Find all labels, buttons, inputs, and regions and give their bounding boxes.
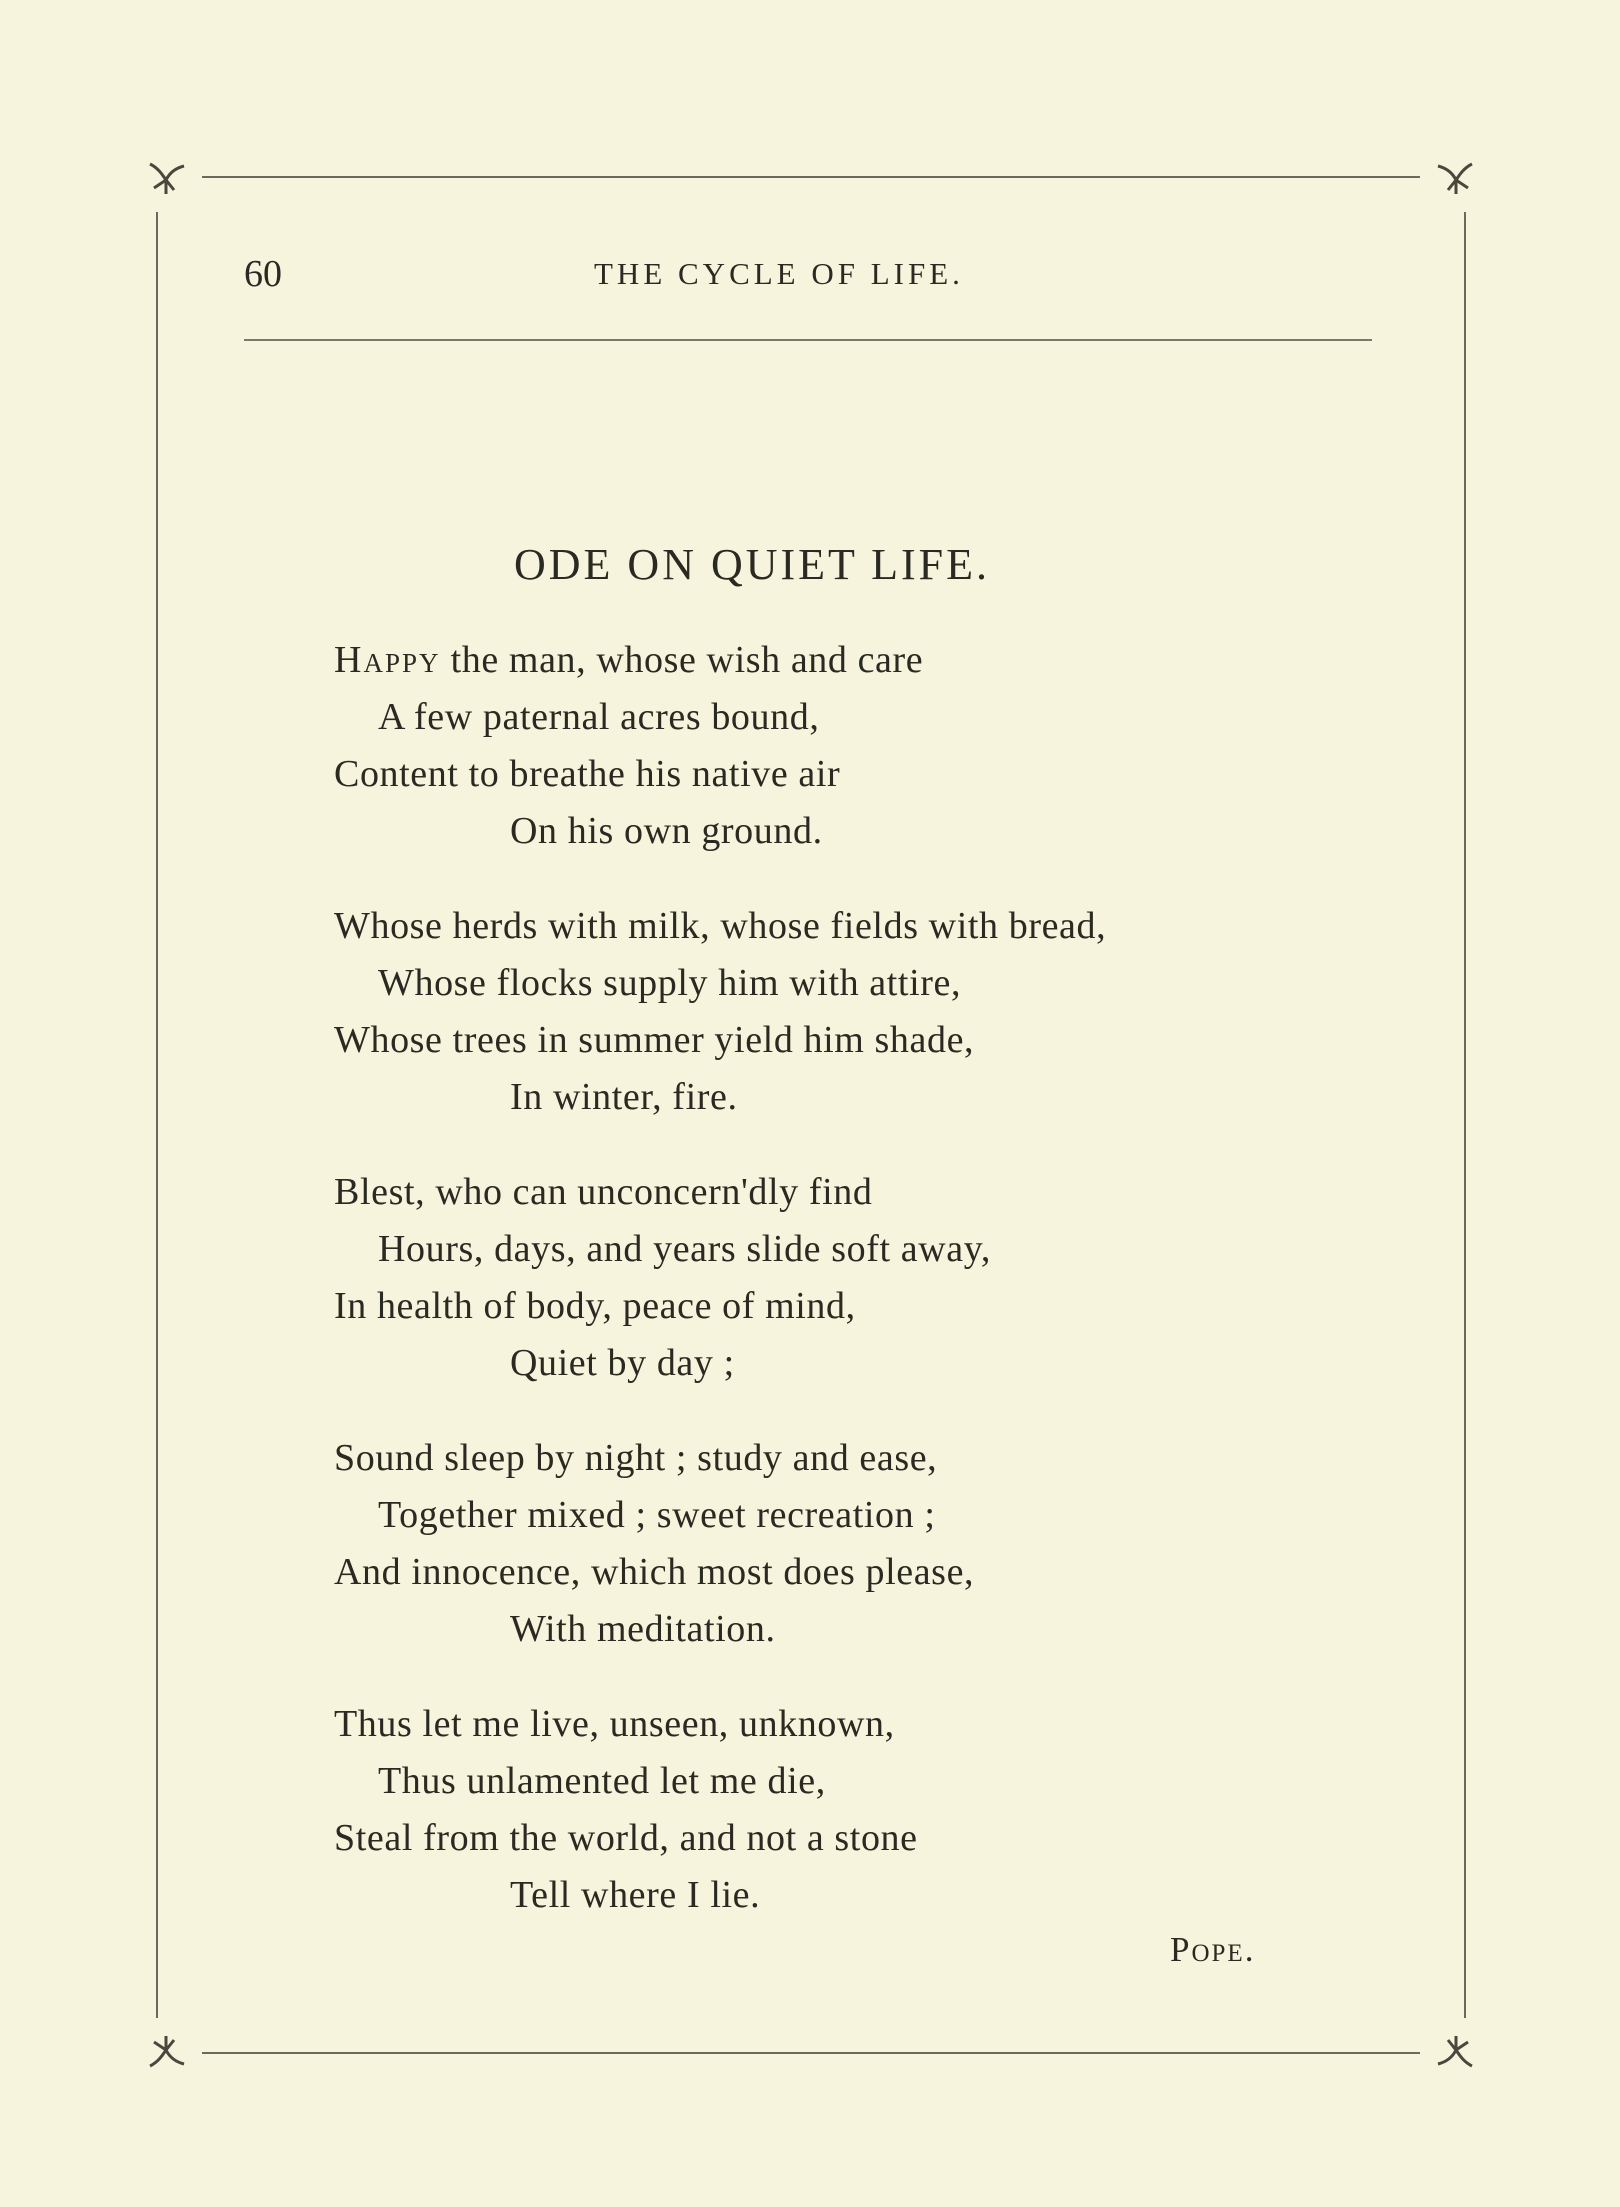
corner-ornament-icon — [144, 154, 188, 198]
poem-line: Whose trees in summer yield him shade, — [334, 1019, 975, 1061]
page-number: 60 — [244, 253, 282, 295]
poem-line: Tell where I lie. — [510, 1874, 761, 1916]
poem-line: Blest, who can unconcern'dly find — [334, 1171, 873, 1213]
stanza — [334, 1164, 1334, 1392]
border-left-rule — [156, 212, 158, 2018]
poem-line: In winter, fire. — [510, 1076, 738, 1118]
poem-line: With meditation. — [510, 1608, 776, 1650]
poem-line-text: the man, whose wish and care — [440, 639, 924, 681]
header-divider — [244, 339, 1372, 341]
running-title: THE CYCLE OF LIFE. — [594, 256, 964, 291]
poem-line: Content to breathe his native air — [334, 753, 841, 795]
poem-line: Thus unlamented let me die, — [378, 1760, 826, 1802]
corner-ornament-icon — [1434, 154, 1478, 198]
poem-line: And innocence, which most does please, — [334, 1551, 975, 1593]
border-bottom-rule — [202, 2052, 1420, 2054]
poem-line: On his own ground. — [510, 810, 823, 852]
poem-title: ODE ON QUIET LIFE. — [514, 540, 991, 589]
poem-author: Pope. — [1170, 1930, 1256, 1969]
drop-word: Happy — [334, 639, 441, 681]
running-head — [244, 252, 1374, 296]
poem-line: Whose flocks supply him with attire, — [378, 962, 962, 1004]
poem-line: Hours, days, and years slide soft away, — [378, 1228, 991, 1270]
poem-line: In health of body, peace of mind, — [334, 1285, 856, 1327]
poem-line: Sound sleep by night ; study and ease, — [334, 1437, 938, 1479]
poem-line: Whose herds with milk, whose fields with bread, — [334, 905, 1107, 947]
poem-line: Thus let me live, unseen, unknown, — [334, 1703, 895, 1745]
border-top-rule — [202, 176, 1420, 178]
poem-line: Quiet by day ; — [510, 1342, 735, 1384]
stanza — [334, 632, 1334, 860]
poem-line — [334, 632, 1334, 689]
corner-ornament-icon — [1434, 2032, 1478, 2076]
corner-ornament-icon — [144, 2032, 188, 2076]
stanza — [334, 1696, 1334, 1924]
poem-body — [334, 632, 1334, 1962]
poem-line: Together mixed ; sweet recreation ; — [378, 1494, 936, 1536]
poem-line: Steal from the world, and not a stone — [334, 1817, 918, 1859]
stanza — [334, 898, 1334, 1126]
border-right-rule — [1464, 212, 1466, 2018]
poem-line: A few paternal acres bound, — [378, 696, 820, 738]
stanza — [334, 1430, 1334, 1658]
